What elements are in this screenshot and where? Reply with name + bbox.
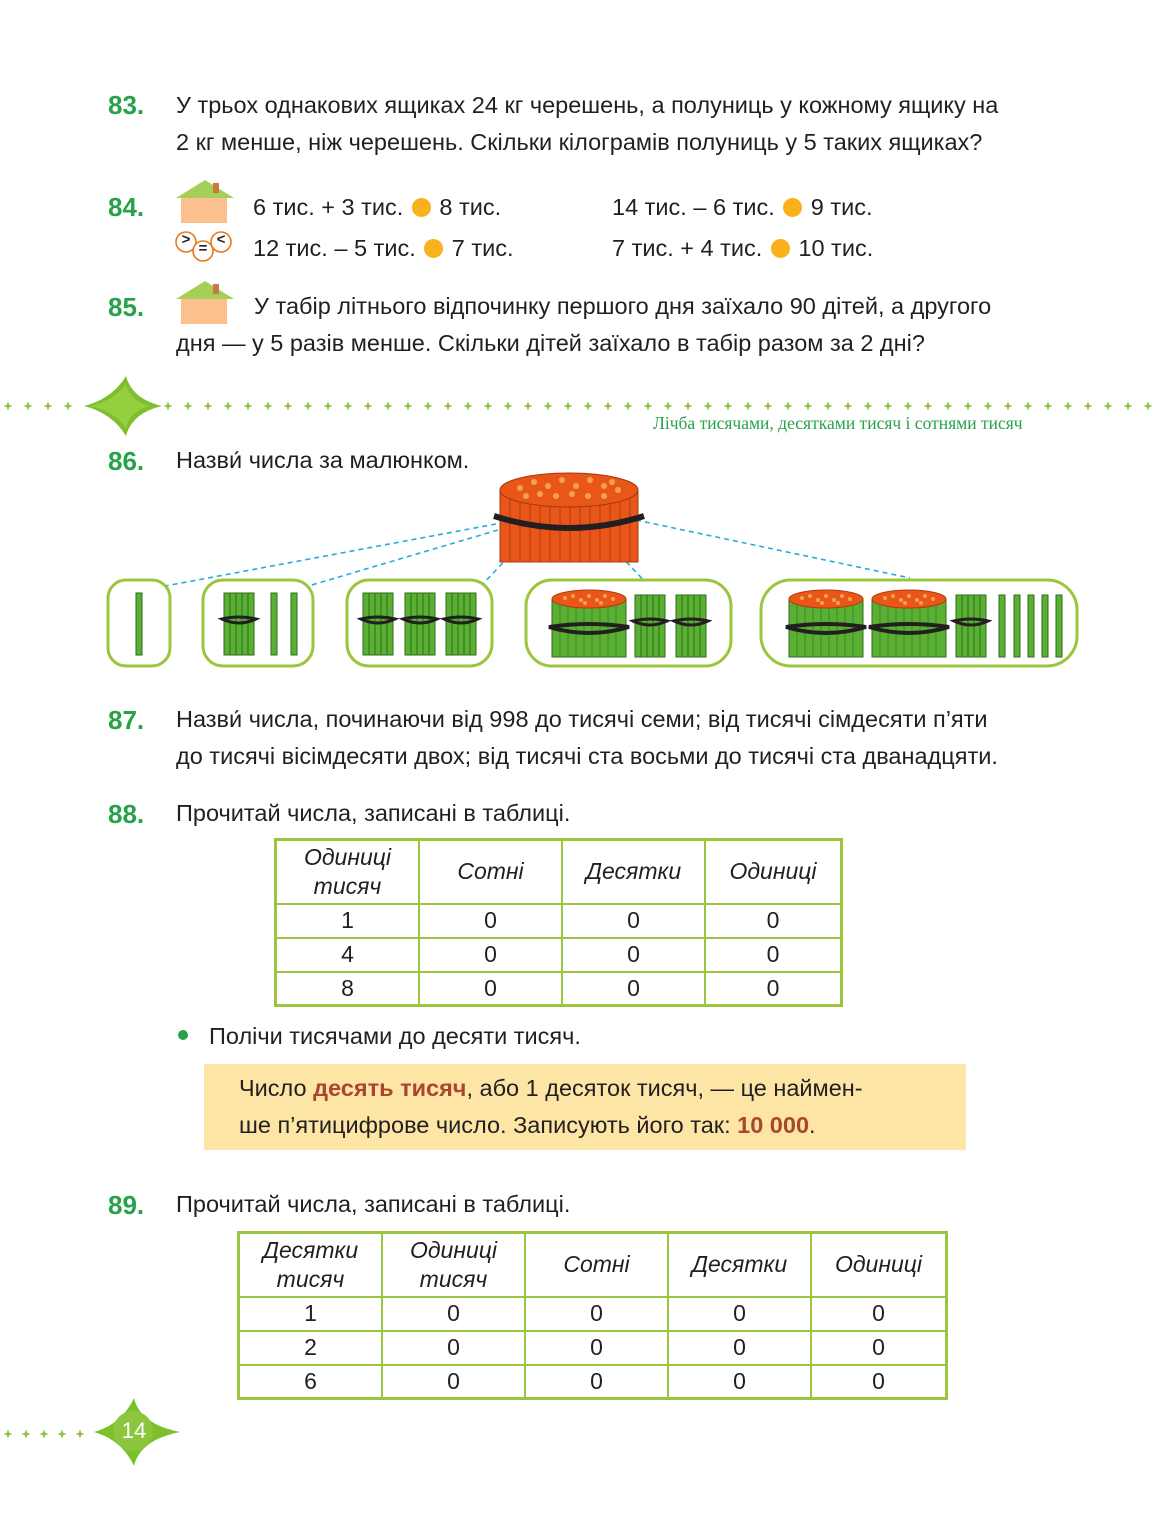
column-header: Десятки [562,840,705,904]
column-header: Сотні [525,1233,668,1297]
rule-note [204,1064,966,1150]
exercise-89-text: Прочитай числа, записані в таблиці. [176,1191,571,1217]
expression-right: 7 тис. [451,235,514,261]
table-cell: 0 [705,938,842,972]
exercise-number: 85. [108,292,145,322]
comparison-expression [612,235,873,262]
note-highlight: десять тисяч [313,1075,467,1101]
text-line: У табір літнього відпочинку першого дня заїхало 90 дітей, а другого [254,293,992,319]
text-line: 2 кг менше, ніж черешень. Скільки кілограмів полуниць у 5 таких ящиках? [176,129,983,155]
text-line: до тисячі вісімдесяти двох; від тисячі ста восьми до тисячі ста дванадцяти. [176,743,998,769]
table-cell: 0 [811,1331,947,1365]
exercise-85-line2 [176,325,925,362]
table-cell: 8 [276,972,420,1006]
compare-placeholder[interactable] [424,239,443,258]
table-row [276,972,842,1006]
page-number: 14 [121,1418,147,1443]
exercise-number: 87. [108,705,145,735]
exercise-number: 83. [108,90,145,120]
topic-header: Лічба тисячами, десятками тисяч і сотнями тисяч [653,413,1023,433]
table-cell: 0 [562,938,705,972]
house-icon [176,180,234,223]
table-cell: 0 [705,972,842,1006]
exercise-87-text [176,701,998,775]
text-line: У трьох однакових ящиках 24 кг черешень, а полуниць у кожному ящику на [176,92,999,118]
table-row [276,904,842,938]
expression-left: 14 тис. – 6 тис. [612,194,775,220]
table-cell: 0 [562,904,705,938]
table-cell: 0 [668,1297,811,1331]
table-cell: 0 [811,1365,947,1399]
compare-placeholder[interactable] [783,198,802,217]
exercise-83-text [176,87,998,161]
table-cell: 0 [419,972,562,1006]
table-cell: 0 [705,904,842,938]
compare-placeholder[interactable] [771,239,790,258]
expression-right: 8 тис. [439,194,502,220]
table-cell: 0 [382,1365,525,1399]
table-cell: 0 [382,1331,525,1365]
table-cell: 2 [239,1331,383,1365]
greater-sign: > [181,231,191,248]
table-cell: 0 [668,1365,811,1399]
column-header: Десятки [668,1233,811,1297]
comparison-expression [253,194,501,221]
bullet-icon [178,1030,188,1040]
column-header: Одиниці тисяч [276,840,420,904]
table-cell: 0 [419,904,562,938]
table-row [276,938,842,972]
column-header: Одиниці [811,1233,947,1297]
comparison-expression [253,235,514,262]
table-row [239,1331,947,1365]
note-text-part: ше п’ятицифрове число. Записують його так: [239,1112,738,1138]
table-cell: 0 [525,1365,668,1399]
table-cell: 0 [382,1297,525,1331]
note-text-part: . [809,1112,816,1138]
exercise-number: 86. [108,446,145,476]
column-header: Десятки тисяч [239,1233,383,1297]
table-cell: 0 [811,1297,947,1331]
table-cell: 0 [419,938,562,972]
table-cell: 4 [276,938,420,972]
note-text [239,1070,959,1144]
table-row [239,1297,947,1331]
less-sign: < [216,231,226,248]
column-header: Одиниці тисяч [382,1233,525,1297]
compare-placeholder[interactable] [412,198,431,217]
exercise-85-line1 [254,288,991,325]
equal-sign: = [198,240,208,257]
table-cell: 0 [562,972,705,1006]
bullet-text: Полічи тисячами до десяти тисяч. [209,1023,581,1049]
text-line: дня — у 5 разів менше. Скільки дітей заїхало в табір разом за 2 дні? [176,330,925,356]
place-value-table [237,1231,948,1400]
exercise-number: 88. [108,799,145,829]
place-value-table [274,838,843,1007]
column-header: Одиниці [705,840,842,904]
exercise-86-text: Назви́ числа за малюнком. [176,447,470,473]
table-cell: 0 [525,1331,668,1365]
note-highlight: 10 000 [737,1112,810,1138]
table-cell: 6 [239,1365,383,1399]
expression-left: 6 тис. + 3 тис. [253,194,404,220]
text-line: Назви́ числа, починаючи від 998 до тисячі семи; від тисячі сімдесяти п’яти [176,706,988,732]
exercise-88-text: Прочитай числа, записані в таблиці. [176,800,571,826]
exercise-number: 84. [108,192,145,222]
expression-left: 12 тис. – 5 тис. [253,235,416,261]
note-text-part: Число [239,1075,314,1101]
table-cell: 1 [239,1297,383,1331]
note-text-part: , або 1 десяток тисяч, — це наймен- [466,1075,863,1101]
house-icon [176,281,234,324]
table-cell: 0 [525,1297,668,1331]
exercise-number: 89. [108,1190,145,1220]
table-row [239,1365,947,1399]
comparison-expression [612,194,873,221]
table-cell: 0 [668,1331,811,1365]
table-cell: 1 [276,904,420,938]
expression-left: 7 тис. + 4 тис. [612,235,763,261]
bundle-illustration [108,473,1077,666]
expression-right: 10 тис. [798,235,874,261]
column-header: Сотні [419,840,562,904]
expression-right: 9 тис. [810,194,873,220]
